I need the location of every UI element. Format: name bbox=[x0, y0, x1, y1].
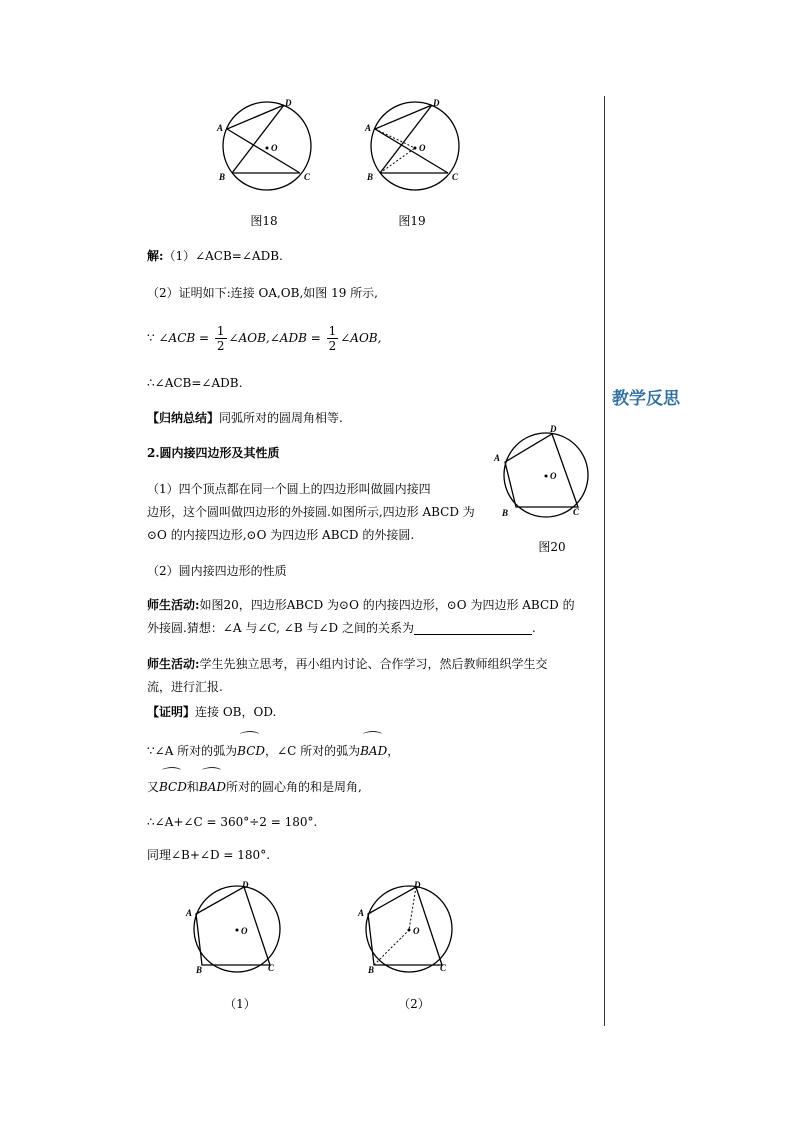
answer-blank bbox=[414, 620, 532, 635]
activity-label: 师生活动: bbox=[147, 657, 200, 671]
summary-line bbox=[147, 406, 343, 430]
activity-1-line-1 bbox=[147, 593, 575, 617]
label-o: O bbox=[271, 143, 278, 153]
label-a: A bbox=[494, 453, 501, 463]
label-o: O bbox=[419, 143, 426, 153]
definition-line-2: 边形，这个圆叫做四边形的外接圆.如图所示,四边形 ABCD 为 bbox=[147, 505, 475, 519]
eq-part-b: ∠AOB,∠ADB = bbox=[228, 331, 321, 345]
label-a: A bbox=[217, 123, 224, 133]
label-b: B bbox=[368, 965, 375, 975]
arc-line bbox=[147, 739, 399, 763]
activity-1-line-2: 外接圆.猜想：∠A 与∠C, ∠B 与∠D 之间的关系为 . bbox=[147, 621, 536, 635]
activity-label: 师生活动: bbox=[147, 598, 200, 612]
figure-18-caption: 图18 bbox=[250, 214, 278, 228]
label-c: C bbox=[573, 507, 580, 517]
also-line bbox=[147, 775, 362, 799]
activity-2-line-2: 流，进行汇报. bbox=[147, 680, 223, 694]
label-b: B bbox=[367, 172, 374, 182]
label-d: D bbox=[414, 880, 421, 890]
label-c: C bbox=[452, 172, 459, 182]
label-a: A bbox=[186, 908, 193, 918]
solution-part-1 bbox=[147, 244, 283, 268]
proof-label: 【证明】 bbox=[147, 705, 196, 719]
definition-line-1: （1）四个顶点都在同一个圆上的四边形叫做圆内接四 bbox=[147, 482, 431, 496]
teaching-reflection-title: 教学反思 bbox=[612, 389, 680, 409]
definition-line-3: ⊙O 的内接四边形,⊙O 为四边形 ABCD 的外接圆. bbox=[147, 528, 415, 542]
because-symbol: ∵ bbox=[147, 331, 155, 345]
also-and-text: 和 bbox=[186, 780, 199, 794]
label-a: A bbox=[365, 123, 372, 133]
proof-line bbox=[147, 700, 276, 724]
figure-18 bbox=[212, 96, 322, 196]
therefore-sum-line: ∴∠A+∠C = 360°÷2 = 180°. bbox=[147, 815, 318, 829]
activity-2-text: 学生先独立思考，再小组内讨论、合作学习，然后教师组织学生交 bbox=[199, 657, 548, 671]
fraction-half: $\frac{1}{2}$ bbox=[328, 324, 337, 353]
figure-20-caption: 图20 bbox=[538, 540, 566, 554]
arc-bcd: ⌒ BCD bbox=[159, 775, 187, 799]
label-o: O bbox=[241, 926, 248, 936]
arc-end-text: ， bbox=[387, 744, 400, 758]
also-pre-text: 又 bbox=[147, 780, 160, 794]
label-c: C bbox=[304, 172, 311, 182]
solution-label: 解: bbox=[147, 249, 164, 263]
equation-line bbox=[147, 324, 381, 353]
eq-part-c: ∠AOB, bbox=[340, 331, 382, 345]
similarly-line: 同理∠B+∠D = 180°. bbox=[147, 848, 271, 862]
label-d: D bbox=[433, 98, 440, 108]
arc-bcd: ⌒ BCD bbox=[237, 739, 265, 763]
eq-part-a: ∠ACB = bbox=[158, 331, 210, 345]
summary-text: 同弧所对的圆周角相等. bbox=[219, 411, 343, 425]
label-b: B bbox=[196, 965, 203, 975]
summary-label: 【归纳总结】 bbox=[147, 411, 220, 425]
label-c: C bbox=[440, 963, 447, 973]
property-title: （2）圆内接四边形的性质 bbox=[147, 564, 287, 578]
also-post-text: 所对的圆心角的和是周角, bbox=[225, 780, 362, 794]
label-d: D bbox=[285, 98, 292, 108]
activity-1-text: 如图20，四边形ABCD 为⊙O 的内接四边形，⊙O 为四边形 ABCD 的 bbox=[199, 598, 575, 612]
label-d: D bbox=[242, 880, 249, 890]
label-o: O bbox=[413, 926, 420, 936]
figure-20 bbox=[488, 420, 598, 530]
label-o: O bbox=[550, 471, 557, 481]
solution-1-text: （1）∠ACB=∠ADB. bbox=[163, 249, 283, 263]
fraction-half: $\frac{1}{2}$ bbox=[216, 324, 225, 353]
figure-19-caption: 图19 bbox=[398, 214, 426, 228]
label-c: C bbox=[268, 963, 275, 973]
therefore-line: ∴∠ACB=∠ADB. bbox=[147, 376, 243, 390]
label-b: B bbox=[502, 508, 509, 518]
figure-19 bbox=[360, 96, 470, 196]
label-b: B bbox=[219, 172, 226, 182]
label-d: D bbox=[550, 424, 557, 434]
section-heading: 2.圆内接四边形及其性质 bbox=[147, 446, 280, 460]
arc-mid-text: ，∠C 所对的弧为 bbox=[265, 744, 361, 758]
arc-bad: ⌒ BAD bbox=[360, 739, 387, 763]
arc-bad: ⌒ BAD bbox=[199, 775, 226, 799]
column-divider bbox=[604, 96, 605, 1026]
figure-2-caption: （2） bbox=[398, 997, 430, 1011]
figure-2 bbox=[356, 878, 466, 978]
figure-1-caption: （1） bbox=[224, 997, 256, 1011]
solution-part-2: （2）证明如下:连接 OA,OB,如图 19 所示, bbox=[147, 286, 378, 300]
arc-pre-text: ∵∠A 所对的弧为 bbox=[147, 744, 238, 758]
figure-1 bbox=[184, 878, 294, 978]
label-a: A bbox=[358, 908, 365, 918]
activity-2-line-1 bbox=[147, 652, 547, 676]
proof-text: 连接 OB，OD. bbox=[195, 705, 277, 719]
activity-1-conjecture: 外接圆.猜想：∠A 与∠C, ∠B 与∠D 之间的关系为 bbox=[147, 621, 414, 635]
